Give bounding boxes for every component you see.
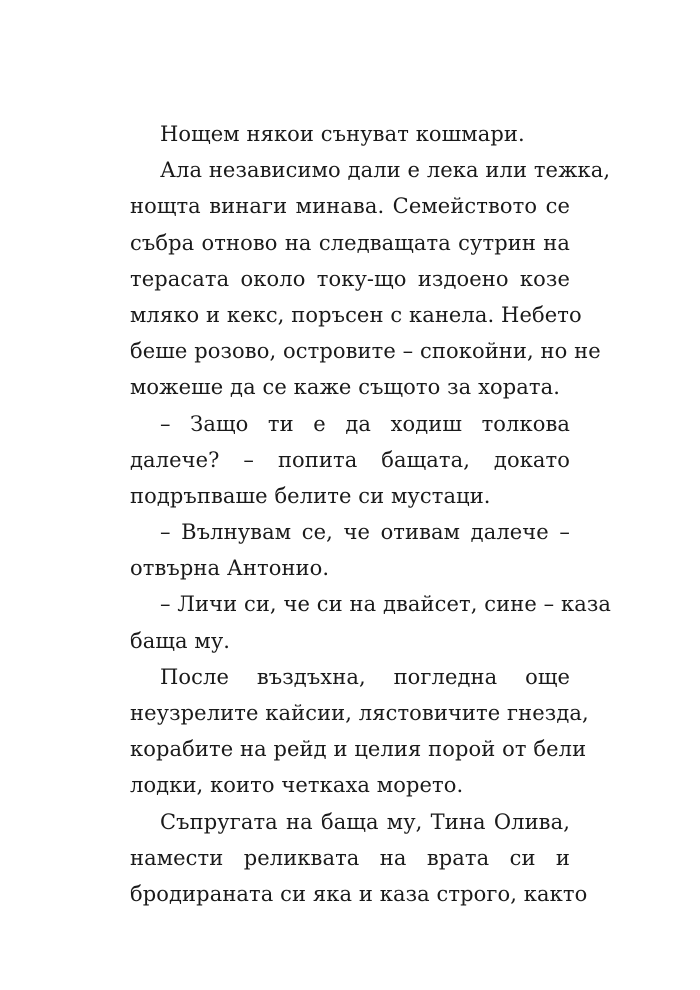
paragraph xyxy=(130,152,611,405)
text-line: намести реликвата на врата си и xyxy=(130,845,570,870)
text-line: беше розово, островите – спокойни, но не xyxy=(130,339,601,364)
text-line: събра отново на следващата сутрин на xyxy=(130,230,570,255)
text-line: После въздъхна, погледна още xyxy=(160,664,570,689)
paragraph xyxy=(130,659,589,804)
text-line: – Личи си, че си на двайсет, сине – каза xyxy=(160,592,612,617)
text-line: – Вълнувам се, че отивам далече – xyxy=(160,520,570,545)
book-page-text xyxy=(130,116,612,912)
paragraph xyxy=(130,116,570,152)
paragraph xyxy=(130,804,588,913)
text-line: неузрелите кайсии, лястовичите гнезда, xyxy=(130,701,589,725)
paragraph xyxy=(130,406,570,515)
text-line: далече? – попита бащата, докато xyxy=(130,447,570,472)
text-line: нощта винаги минава. Семейството се xyxy=(130,194,570,219)
text-line: корабите на рейд и целия порой от бели xyxy=(130,737,587,762)
text-line: мляко и кекс, поръсен с канела. Небето xyxy=(130,302,582,327)
text-line: Съпругата на баща му, Тина Олива, xyxy=(160,809,570,834)
text-line: отвърна Антонио. xyxy=(130,556,330,581)
text-line: бродираната си яка и каза строго, както xyxy=(130,881,588,906)
text-line: Ала независимо дали е лека или тежка, xyxy=(160,158,611,183)
text-line: лодки, които четкаха морето. xyxy=(130,773,464,798)
text-line: Нощем някои сънуват кошмари. xyxy=(160,122,525,146)
text-line: можеше да се каже същото за хората. xyxy=(130,375,561,400)
paragraph xyxy=(130,586,612,658)
text-line: баща му. xyxy=(130,628,231,653)
text-line: подръпваше белите си мустаци. xyxy=(130,483,491,508)
paragraph xyxy=(130,514,570,586)
text-line: терасата около току-що издоено козе xyxy=(130,266,570,291)
text-line: – Защо ти е да ходиш толкова xyxy=(160,411,570,436)
